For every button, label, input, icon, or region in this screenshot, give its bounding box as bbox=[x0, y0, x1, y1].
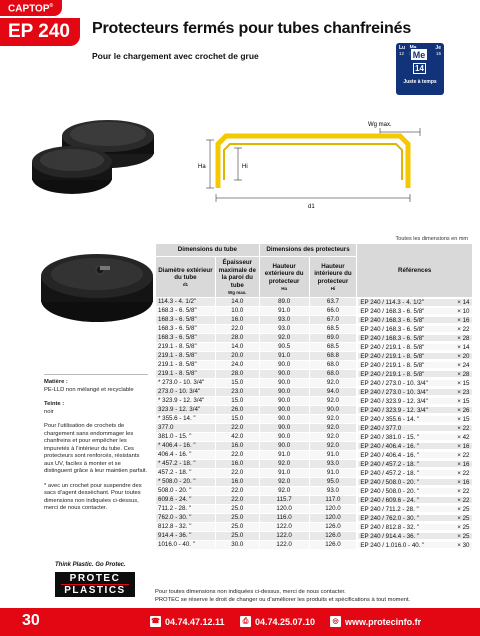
cell-ha: 90.0 bbox=[259, 370, 309, 379]
page-number: 30 bbox=[22, 612, 40, 629]
reference-code: EP 240 / 508.0 - 20. " bbox=[360, 487, 420, 495]
reference-code: EP 240 / 762.0 - 30. " bbox=[360, 514, 420, 522]
cell-hi: 63.7 bbox=[309, 298, 357, 307]
cell-ha: 91.0 bbox=[259, 307, 309, 316]
table-row bbox=[156, 397, 473, 406]
fax-icon: ⎙ bbox=[240, 616, 251, 627]
group-tube-header: Dimensions du tube bbox=[156, 244, 260, 257]
table-row bbox=[156, 433, 473, 442]
reference-wall: × 10 bbox=[457, 307, 470, 315]
cell-hi: 68.0 bbox=[309, 370, 357, 379]
cell-ha: 122.0 bbox=[259, 523, 309, 532]
cal-day-je: Je bbox=[435, 45, 441, 51]
cell-ha: 122.0 bbox=[259, 541, 309, 550]
cell-wall: 25.0 bbox=[215, 523, 259, 532]
cell-reference bbox=[357, 451, 472, 460]
cal-num-12: 12 bbox=[399, 51, 405, 56]
reference-code: EP 240 / 273.0 - 10. 3/4" bbox=[360, 388, 428, 396]
reference-wall: × 25 bbox=[457, 523, 470, 531]
cell-ha: 92.0 bbox=[259, 487, 309, 496]
caps-photo bbox=[30, 100, 160, 210]
cell-reference bbox=[357, 496, 472, 505]
color-label: Teinte : bbox=[44, 401, 65, 408]
cell-hi: 92.0 bbox=[309, 433, 357, 442]
label-ha: Ha bbox=[198, 164, 206, 170]
label-d1: d1 bbox=[308, 204, 315, 210]
website-link[interactable] bbox=[330, 616, 421, 627]
reference-wall: × 22 bbox=[457, 496, 470, 504]
table-row bbox=[156, 514, 473, 523]
cell-hi: 126.0 bbox=[309, 532, 357, 541]
wall-header: Épaisseur maximale de la paroi du tube Wg max. bbox=[215, 256, 259, 298]
table-row bbox=[156, 352, 473, 361]
reference-wall: × 25 bbox=[457, 532, 470, 540]
table-row bbox=[156, 460, 473, 469]
table-row bbox=[156, 307, 473, 316]
cell-ha: 93.0 bbox=[259, 325, 309, 334]
cell-diameter: 168.3 - 6. 5/8" bbox=[156, 325, 216, 334]
cell-reference bbox=[357, 514, 472, 523]
cell-ha: 90.0 bbox=[259, 424, 309, 433]
reference-code: EP 240 / 355.6 - 14. " bbox=[360, 415, 420, 423]
cell-wall: 20.0 bbox=[215, 352, 259, 361]
fax-number: 04.74.25.07.10 bbox=[255, 616, 316, 627]
page-subtitle: Pour le chargement avec crochet de grue bbox=[92, 51, 259, 61]
group-protectors-header: Dimensions des protecteurs bbox=[259, 244, 357, 257]
cell-reference bbox=[357, 415, 472, 424]
cell-diameter: 609.6 - 24. " bbox=[156, 496, 216, 505]
cell-reference bbox=[357, 523, 472, 532]
cell-reference bbox=[357, 532, 472, 541]
table-row bbox=[156, 469, 473, 478]
page-title: Protecteurs fermés pour tubes chanfreinés bbox=[92, 20, 412, 37]
cell-reference bbox=[357, 325, 472, 334]
reference-wall: × 26 bbox=[457, 406, 470, 414]
cell-ha: 122.0 bbox=[259, 532, 309, 541]
table-row bbox=[156, 478, 473, 487]
cell-reference bbox=[357, 478, 472, 487]
reference-code: EP 240 / 377.0 bbox=[360, 424, 402, 432]
cell-hi: 69.0 bbox=[309, 334, 357, 343]
cell-ha: 90.0 bbox=[259, 388, 309, 397]
cell-hi: 126.0 bbox=[309, 541, 357, 550]
reference-wall: × 24 bbox=[457, 361, 470, 369]
label-hi: Hi bbox=[242, 164, 248, 170]
cell-hi: 94.0 bbox=[309, 388, 357, 397]
cell-reference bbox=[357, 379, 472, 388]
cell-diameter: 406.4 - 16. " bbox=[156, 451, 216, 460]
reference-code: EP 240 / 914.4 - 36. " bbox=[360, 532, 420, 540]
table-row bbox=[156, 505, 473, 514]
cell-reference bbox=[357, 307, 472, 316]
reference-code: EP 240 / 812.8 - 32. " bbox=[360, 523, 420, 531]
table-row bbox=[156, 541, 473, 550]
cell-wall: 25.0 bbox=[215, 532, 259, 541]
protec-logo bbox=[55, 572, 135, 597]
cell-diameter: 219.1 - 8. 5/8" bbox=[156, 370, 216, 379]
usage-text: Pour l’utilisation de crochets de chargement sans endommager les chanfreins et pour empêcher les impuretés à l’intérieur du tube. Ces protecteurs sont renforcés, résistants aux UV, faciles à monter et se distinguent grâce à leur maintien parfait. bbox=[44, 423, 148, 475]
cell-wall: 16.0 bbox=[215, 478, 259, 487]
cell-wall: 15.0 bbox=[215, 397, 259, 406]
cell-wall: 16.0 bbox=[215, 316, 259, 325]
cell-diameter: * 273.0 - 10. 3/4" bbox=[156, 379, 216, 388]
cell-ha: 90.0 bbox=[259, 361, 309, 370]
cell-reference bbox=[357, 316, 472, 325]
cell-diameter: 914.4 - 36. " bbox=[156, 532, 216, 541]
cell-wall: 42.0 bbox=[215, 433, 259, 442]
cell-hi: 91.0 bbox=[309, 469, 357, 478]
reference-wall: × 22 bbox=[457, 424, 470, 432]
dims-note: Toutes les dimensions en mm bbox=[395, 236, 468, 242]
logo-line2: PLASTICS bbox=[64, 585, 126, 596]
reference-wall: × 14 bbox=[457, 299, 470, 307]
cell-hi: 92.0 bbox=[309, 415, 357, 424]
table-row bbox=[156, 415, 473, 424]
reference-wall: × 16 bbox=[457, 442, 470, 450]
table-row bbox=[156, 451, 473, 460]
table-row bbox=[156, 388, 473, 397]
reference-wall: × 22 bbox=[457, 325, 470, 333]
cell-wall: 25.0 bbox=[215, 505, 259, 514]
cell-wall: 26.0 bbox=[215, 406, 259, 415]
cell-wall: 22.0 bbox=[215, 469, 259, 478]
cell-hi: 93.0 bbox=[309, 460, 357, 469]
cell-hi: 92.0 bbox=[309, 397, 357, 406]
phone-icon: ☎ bbox=[151, 618, 160, 625]
reference-wall: × 14 bbox=[457, 343, 470, 351]
cell-hi: 95.0 bbox=[309, 478, 357, 487]
cell-wall: 30.0 bbox=[215, 541, 259, 550]
website-url: www.protecinfo.fr bbox=[345, 616, 422, 627]
brand-tab bbox=[0, 0, 62, 16]
reference-wall: × 22 bbox=[457, 469, 470, 477]
cell-diameter: 219.1 - 8. 5/8" bbox=[156, 352, 216, 361]
cell-ha: 90.0 bbox=[259, 379, 309, 388]
cell-ha: 115.7 bbox=[259, 496, 309, 505]
cell-ha: 91.0 bbox=[259, 352, 309, 361]
reference-code: EP 240 / 406.4 - 16. " bbox=[360, 451, 420, 459]
table-row bbox=[156, 406, 473, 415]
cell-diameter: 168.3 - 6. 5/8" bbox=[156, 316, 216, 325]
tagline: Think Plastic. Go Protec. bbox=[55, 562, 126, 568]
reference-wall: × 25 bbox=[457, 514, 470, 522]
cell-hi: 93.0 bbox=[309, 487, 357, 496]
cell-diameter: 812.8 - 32. " bbox=[156, 523, 216, 532]
material-label: Matière : bbox=[44, 379, 68, 385]
cell-reference bbox=[357, 343, 472, 352]
cell-diameter: 219.1 - 8. 5/8" bbox=[156, 343, 216, 352]
table-row bbox=[156, 532, 473, 541]
cell-ha: 92.0 bbox=[259, 334, 309, 343]
cell-hi: 68.0 bbox=[309, 361, 357, 370]
reference-code: EP 240 / 114.3 - 4. 1/2" bbox=[360, 299, 424, 307]
cal-num-15: 15 bbox=[435, 51, 441, 56]
table-row bbox=[156, 334, 473, 343]
cell-diameter: 711.2 - 28. " bbox=[156, 505, 216, 514]
reference-code: EP 240 / 609.6 - 24. " bbox=[360, 496, 420, 504]
brand-mark: ® bbox=[49, 3, 54, 9]
reference-wall: × 22 bbox=[457, 451, 470, 459]
cell-wall: 22.0 bbox=[215, 325, 259, 334]
reference-wall: × 25 bbox=[457, 505, 470, 513]
cell-reference bbox=[357, 352, 472, 361]
table-row bbox=[156, 487, 473, 496]
reference-wall: × 16 bbox=[457, 460, 470, 468]
reference-wall: × 22 bbox=[457, 487, 470, 495]
reference-code: EP 240 / 711.2 - 28. " bbox=[360, 505, 419, 513]
cell-diameter: 168.3 - 6. 5/8" bbox=[156, 334, 216, 343]
fax-contact[interactable] bbox=[240, 616, 315, 627]
reference-code: EP 240 / 457.2 - 18. " bbox=[360, 469, 420, 477]
phone-contact[interactable] bbox=[150, 616, 225, 627]
cell-ha: 93.0 bbox=[259, 316, 309, 325]
cell-diameter: 219.1 - 8. 5/8" bbox=[156, 361, 216, 370]
cell-wall: 23.0 bbox=[215, 388, 259, 397]
cell-reference bbox=[357, 334, 472, 343]
cell-reference bbox=[357, 406, 472, 415]
cell-ha: 120.0 bbox=[259, 505, 309, 514]
cal-caption: Juste à temps bbox=[403, 79, 437, 85]
reference-code: EP 240 / 457.2 - 18. " bbox=[360, 460, 420, 468]
cell-hi: 92.0 bbox=[309, 424, 357, 433]
cell-wall: 24.0 bbox=[215, 361, 259, 370]
cell-hi: 68.5 bbox=[309, 325, 357, 334]
cell-diameter: 377.0 bbox=[156, 424, 216, 433]
reference-code: EP 240 / 168.3 - 6. 5/8" bbox=[360, 325, 425, 333]
cell-hi: 92.0 bbox=[309, 442, 357, 451]
cell-wall: 25.0 bbox=[215, 514, 259, 523]
cell-ha: 90.0 bbox=[259, 415, 309, 424]
globe-icon: ◎ bbox=[330, 616, 341, 627]
footer-bar bbox=[0, 608, 480, 636]
cell-hi: 92.0 bbox=[309, 379, 357, 388]
table-row bbox=[156, 325, 473, 334]
cell-diameter: 381.0 - 15. " bbox=[156, 433, 216, 442]
cell-reference bbox=[357, 541, 472, 550]
table-row bbox=[156, 298, 473, 307]
cell-ha: 91.0 bbox=[259, 451, 309, 460]
cell-ha: 92.0 bbox=[259, 478, 309, 487]
cal-selected-num: 14 bbox=[413, 63, 426, 74]
material-text: PE-LLD non mélangé et recyclable bbox=[44, 386, 134, 393]
cell-reference bbox=[357, 460, 472, 469]
footnotes bbox=[155, 589, 410, 605]
cell-wall: 14.0 bbox=[215, 343, 259, 352]
reference-code: EP 240 / 219.1 - 8. 5/8" bbox=[360, 361, 425, 369]
cell-diameter: 508.0 - 20. " bbox=[156, 487, 216, 496]
reference-code: EP 240 / 1.016.0 - 40. " bbox=[360, 541, 425, 549]
cell-reference bbox=[357, 370, 472, 379]
reference-wall: × 28 bbox=[457, 370, 470, 378]
cell-hi: 90.0 bbox=[309, 406, 357, 415]
cell-reference bbox=[357, 361, 472, 370]
cell-diameter: * 457.2 - 18. " bbox=[156, 460, 216, 469]
star-note: * avec un crochet pour suspendre des sacs d’agent dessèchant. Pour toutes dimensions non indiquées ci-dessus, merci de nous contacter. bbox=[44, 482, 142, 512]
cell-ha: 90.0 bbox=[259, 406, 309, 415]
cell-hi: 120.0 bbox=[309, 505, 357, 514]
table-row bbox=[156, 523, 473, 532]
cell-hi: 126.0 bbox=[309, 523, 357, 532]
reference-code: EP 240 / 168.3 - 6. 5/8" bbox=[360, 316, 425, 324]
cell-diameter: * 406.4 - 16. " bbox=[156, 442, 216, 451]
cell-diameter: * 323.9 - 12. 3/4" bbox=[156, 397, 216, 406]
cell-hi: 67.0 bbox=[309, 316, 357, 325]
table-row bbox=[156, 361, 473, 370]
cell-diameter: 273.0 - 10. 3/4" bbox=[156, 388, 216, 397]
reference-code: EP 240 / 273.0 - 10. 3/4" bbox=[360, 379, 428, 387]
cell-reference bbox=[357, 469, 472, 478]
cell-reference bbox=[357, 505, 472, 514]
cell-ha: 116.0 bbox=[259, 514, 309, 523]
ha-header: Hauteur extérieure du protecteur Ha bbox=[259, 256, 309, 298]
cell-reference bbox=[357, 424, 472, 433]
cell-wall: 15.0 bbox=[215, 415, 259, 424]
table-row bbox=[156, 370, 473, 379]
cell-wall: 28.0 bbox=[215, 334, 259, 343]
cell-ha: 91.0 bbox=[259, 469, 309, 478]
reference-wall: × 30 bbox=[457, 541, 470, 549]
reference-wall: × 15 bbox=[457, 379, 470, 387]
diam-header: Diamètre extérieur du tube d1 bbox=[156, 256, 216, 298]
cell-wall: 16.0 bbox=[215, 460, 259, 469]
cell-diameter: 762.0 - 30. " bbox=[156, 514, 216, 523]
reference-code: EP 240 / 168.3 - 6. 5/8" bbox=[360, 307, 425, 315]
reference-wall: × 15 bbox=[457, 397, 470, 405]
reference-code: EP 240 / 168.3 - 6. 5/8" bbox=[360, 334, 425, 342]
cell-wall: 22.0 bbox=[215, 424, 259, 433]
reference-code: EP 240 / 381.0 - 15. " bbox=[360, 433, 420, 441]
hi-header: Hauteur intérieure du protecteur Hi bbox=[309, 256, 357, 298]
reference-wall: × 23 bbox=[457, 388, 470, 396]
cal-day-lu: Lu bbox=[399, 45, 406, 51]
reference-wall: × 16 bbox=[457, 316, 470, 324]
cell-ha: 89.0 bbox=[259, 298, 309, 307]
cell-wall: 16.0 bbox=[215, 442, 259, 451]
reference-wall: × 42 bbox=[457, 433, 470, 441]
brand-name: CAPTOP bbox=[8, 3, 50, 15]
cell-diameter: 168.3 - 6. 5/8" bbox=[156, 307, 216, 316]
cell-reference bbox=[357, 388, 472, 397]
table-row bbox=[156, 424, 473, 433]
table-row bbox=[156, 343, 473, 352]
reference-code: EP 240 / 508.0 - 20. " bbox=[360, 478, 420, 486]
reference-code: EP 240 / 323.9 - 12. 3/4" bbox=[360, 406, 428, 414]
phone-number: 04.74.47.12.11 bbox=[165, 616, 225, 627]
logo-line1: PROTEC bbox=[61, 572, 129, 585]
cell-ha: 90.5 bbox=[259, 343, 309, 352]
cell-reference bbox=[357, 433, 472, 442]
footnote-1: Pour toutes dimensions non indiquées ci-dessus, merci de nous contacter. bbox=[155, 589, 346, 595]
cell-hi: 91.0 bbox=[309, 451, 357, 460]
references-header: Références bbox=[357, 244, 473, 298]
profile-diagram bbox=[190, 110, 470, 220]
table-row bbox=[156, 316, 473, 325]
footnote-2: PROTEC se réserve le droit de changer ou d’améliorer les produits et spécifications à tout moment. bbox=[155, 596, 411, 603]
color-text: noir bbox=[44, 408, 54, 415]
cal-selected-day: Me bbox=[410, 48, 428, 61]
cell-diameter: * 508.0 - 20. " bbox=[156, 478, 216, 487]
cell-wall: 14.0 bbox=[215, 298, 259, 307]
cell-hi: 66.0 bbox=[309, 307, 357, 316]
cap-with-hook-photo bbox=[38, 240, 156, 335]
spec-table bbox=[155, 243, 473, 550]
cell-diameter: 323.9 - 12. 3/4" bbox=[156, 406, 216, 415]
reference-code: EP 240 / 219.1 - 8. 5/8" bbox=[360, 352, 425, 360]
product-code: EP 240 bbox=[0, 18, 80, 46]
reference-code: EP 240 / 219.1 - 8. 5/8" bbox=[360, 370, 425, 378]
reference-code: EP 240 / 323.9 - 12. 3/4" bbox=[360, 397, 428, 405]
table-row bbox=[156, 379, 473, 388]
cell-hi: 68.8 bbox=[309, 352, 357, 361]
cell-wall: 10.0 bbox=[215, 307, 259, 316]
cell-wall: 15.0 bbox=[215, 379, 259, 388]
cell-ha: 90.0 bbox=[259, 442, 309, 451]
cell-reference bbox=[357, 397, 472, 406]
cell-diameter: 1016.0 - 40. " bbox=[156, 541, 216, 550]
cell-ha: 92.0 bbox=[259, 460, 309, 469]
reference-wall: × 16 bbox=[457, 478, 470, 486]
delivery-badge bbox=[396, 43, 444, 95]
reference-wall: × 20 bbox=[457, 352, 470, 360]
material-notes bbox=[44, 374, 148, 520]
cell-diameter: 114.3 - 4. 1/2" bbox=[156, 298, 216, 307]
cell-hi: 117.0 bbox=[309, 496, 357, 505]
cell-ha: 90.0 bbox=[259, 397, 309, 406]
label-wg: Wg max. bbox=[368, 122, 392, 128]
cell-hi: 68.5 bbox=[309, 343, 357, 352]
reference-wall: × 15 bbox=[457, 415, 470, 423]
reference-code: EP 240 / 406.4 - 16. " bbox=[360, 442, 420, 450]
cell-ha: 90.0 bbox=[259, 433, 309, 442]
cell-reference bbox=[357, 298, 472, 307]
cell-reference bbox=[357, 487, 472, 496]
cell-wall: 22.0 bbox=[215, 487, 259, 496]
table-row bbox=[156, 496, 473, 505]
cell-hi: 120.0 bbox=[309, 514, 357, 523]
cell-wall: 22.0 bbox=[215, 496, 259, 505]
cell-diameter: 457.2 - 18. " bbox=[156, 469, 216, 478]
table-row bbox=[156, 442, 473, 451]
cell-wall: 22.0 bbox=[215, 451, 259, 460]
reference-wall: × 28 bbox=[457, 334, 470, 342]
reference-code: EP 240 / 219.1 - 8. 5/8" bbox=[360, 343, 425, 351]
cell-reference bbox=[357, 442, 472, 451]
cell-diameter: * 355.6 - 14. " bbox=[156, 415, 216, 424]
cell-wall: 28.0 bbox=[215, 370, 259, 379]
